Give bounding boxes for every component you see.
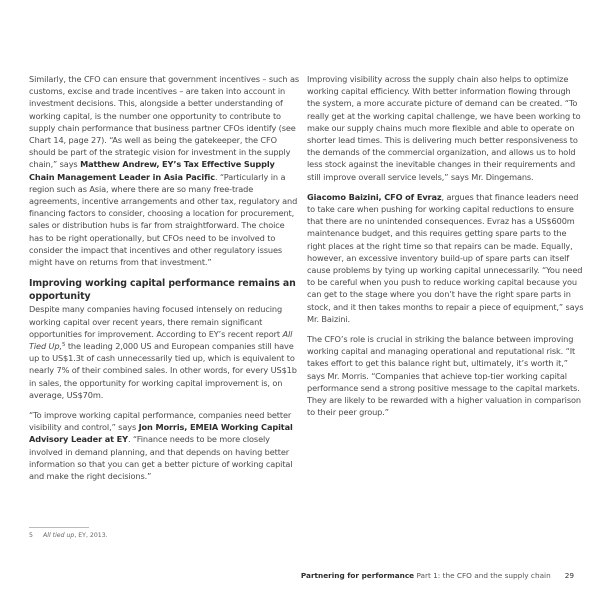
body-text: . “Particularly in a region such as Asia, where there are so many free-trade agreements, incentive arrangements and other tax, regulatory and financing factors to consider, choosing a location for procurement, sales or distribution hubs is far from straightforward. The choice has to be right operationally, but CFOs need to be involved to consider the impact that incentives and other regulatory issues might have on returns from that investment.” [29,171,298,268]
footnote-divider [29,527,89,528]
body-text: . “Finance needs to be more closely involved in demand planning, and that depends on having better information so that you can get a better picture of working capital and make the right decisions.” [29,434,293,482]
footnote-source: , EY, 2013. [74,532,108,539]
body-text: , argues that finance leaders need to take care when pushing for working capital reductions to ensure that there are no unintended consequences. Evraz has a US$600m maintenance budget, and this requires getting spare parts to the right places at the right time so that repairs can be made. Equally, however, an excessive inventory build-up of spare parts can itself cause problems by tying up working capital unnecessarily. “You need to be careful when you push to reduce working capital because you can get to the stage where you don’t have the right spare parts in stock, and it then takes months to repair a piece of equipment,” says Mr. Baizini. [307,191,584,324]
body-text: the leading 2,000 US and European companies still have up to US$1.3t of cash unnecessarily tied up, which is equivalent to nearly 7% of their combined sales. In other words, for every US$1b in sales, the opportunity for working capital improvement is, on average, US$70m. [29,341,297,400]
footnote-ref[interactable]: 5 [61,342,66,349]
speaker-name: Jon Morris, EMEIA Working Capital Advisory Leader at EY [29,422,293,445]
speaker-name: Giacomo Baizini, CFO of Evraz [307,191,442,202]
paragraph: The CFO’s role is crucial in striking the balance between improving working capital and managing operational and reputational risk. “It takes effort to get this balance right but, ultimately, it’s worth it,” says Mr. Morris. “Companies that achieve top-tier working capital performance send a strong positive message to the capital markets. They are likely to be rewarded with a higher valuation in comparison to their peer group.” [307,334,581,418]
paragraph [29,409,301,482]
body-text: Despite many companies having focused intensely on reducing working capital over recent years, there remain significant opportunities for improvement. According to EY’s recent report [29,304,283,339]
footer-subtitle: Part 1: the CFO and the supply chain [414,571,551,580]
speaker-name: Matthew Andrew, EY’s Tax Effective Supply Chain Management Leader in Asia Pacific [29,159,275,182]
report-title: All Tied Up, [29,328,293,352]
page-footer [301,571,574,580]
footnote-title: All tied up [43,532,75,539]
paragraph [307,191,585,325]
footnote [29,532,108,539]
footnote-number: 5 [29,532,33,539]
paragraph [29,73,301,268]
body-text: “To improve working capital performance, companies need better visibility and control,” says [29,410,292,433]
paragraph: Improving visibility across the supply chain also helps to optimize working capital efficiency. With better information flowing through the system, a more accurate picture of demand can be created. “To really get at the working capital challenge, we have been working to make our supply chains much more flexible and able to operate on shorter lead times. This is delivering much better responsiveness to the demands of the commercial organization, and allows us to hold less stock against the inevitable changes in their requirements and still improve overall service levels,” says Mr. Dingemans. [307,74,581,182]
right-column [307,73,585,424]
paragraph [29,303,301,401]
body-text: Similarly, the CFO can ensure that government incentives – such as customs, excise and trade incentives – are taken into account in investment decisions. This, alongside a better understanding of working capital, is the number one opportunity to contribute to supply chain performance that business partner CFOs identify (see Chart 14, page 27). “As well as being the gatekeeper, the CFO should be part of the strategic vision for investment in the supply chain,” says [29,74,300,170]
page-number: 29 [564,571,574,580]
left-column [29,73,301,488]
footer-title: Partnering for performance [300,571,415,580]
section-heading: Improving working capital performance remains an opportunity [29,278,296,302]
